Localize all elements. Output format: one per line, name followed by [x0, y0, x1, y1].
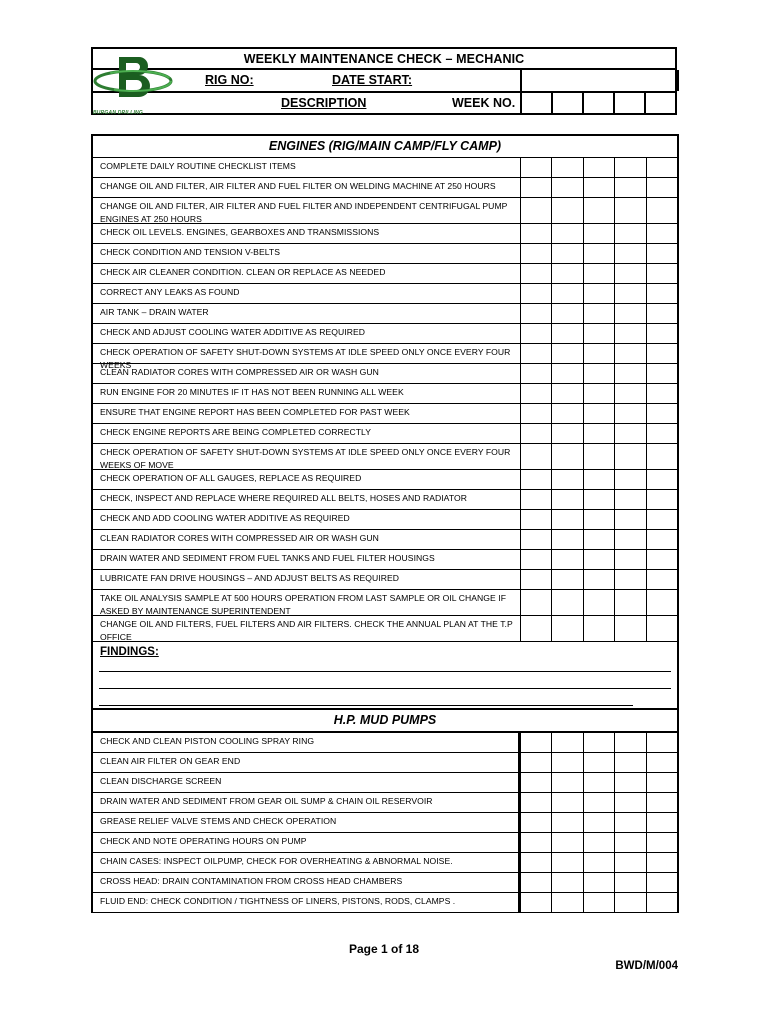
- check-cell[interactable]: [646, 570, 677, 589]
- check-cell[interactable]: [646, 324, 677, 343]
- check-cell[interactable]: [521, 873, 551, 892]
- description-label: DESCRIPTION: [281, 96, 367, 110]
- section-title-mud-pumps: H.P. MUD PUMPS: [93, 710, 677, 733]
- rig-no-label: RIG NO:: [205, 73, 254, 87]
- check-cell[interactable]: [583, 304, 614, 323]
- check-cell[interactable]: [551, 833, 582, 852]
- check-item-label: AIR TANK – DRAIN WATER: [93, 304, 521, 323]
- check-cell[interactable]: [646, 304, 677, 323]
- check-cell[interactable]: [551, 873, 582, 892]
- check-cell[interactable]: [521, 178, 551, 197]
- table-row: [93, 364, 677, 384]
- check-cell[interactable]: [646, 490, 677, 509]
- check-item-label: CHECK ENGINE REPORTS ARE BEING COMPLETED CORRECTLY: [93, 424, 521, 443]
- check-cell[interactable]: [614, 873, 645, 892]
- check-cell[interactable]: [583, 344, 614, 363]
- check-cell[interactable]: [646, 793, 677, 812]
- table-row: [93, 444, 677, 470]
- check-cell[interactable]: [646, 244, 677, 263]
- check-cell[interactable]: [551, 616, 582, 641]
- check-cell[interactable]: [646, 384, 677, 403]
- table-row: [93, 224, 677, 244]
- check-cell[interactable]: [551, 813, 582, 832]
- check-cell[interactable]: [551, 178, 582, 197]
- check-cell[interactable]: [646, 733, 677, 752]
- check-item-label: CHECK AIR CLEANER CONDITION. CLEAN OR REPLACE AS NEEDED: [93, 264, 521, 283]
- week-check-cells: [521, 470, 677, 489]
- check-cell[interactable]: [521, 224, 551, 243]
- check-cell[interactable]: [646, 444, 677, 469]
- check-cell[interactable]: [646, 893, 677, 912]
- check-cell[interactable]: [583, 404, 614, 423]
- table-row: [93, 590, 677, 616]
- check-cell[interactable]: [521, 470, 551, 489]
- rig-date-row: [91, 70, 677, 91]
- check-cell[interactable]: [583, 490, 614, 509]
- check-cell[interactable]: [614, 344, 645, 363]
- check-cell[interactable]: [646, 470, 677, 489]
- check-cell[interactable]: [583, 530, 614, 549]
- week-check-cells: [521, 178, 677, 197]
- check-item-label: GREASE RELIEF VALVE STEMS AND CHECK OPERATION: [93, 813, 521, 832]
- check-cell[interactable]: [551, 510, 582, 529]
- findings-line: [99, 705, 633, 706]
- check-cell[interactable]: [646, 773, 677, 792]
- check-cell[interactable]: [521, 893, 551, 912]
- check-item-label: CORRECT ANY LEAKS AS FOUND: [93, 284, 521, 303]
- week-check-cells: [521, 753, 677, 772]
- check-cell[interactable]: [521, 404, 551, 423]
- check-item-label: CHANGE OIL AND FILTERS, FUEL FILTERS AND AIR FILTERS. CHECK THE ANNUAL PLAN AT THE T.P OFFICE: [93, 616, 521, 641]
- check-cell[interactable]: [521, 853, 551, 872]
- check-cell[interactable]: [583, 384, 614, 403]
- check-cell[interactable]: [583, 284, 614, 303]
- findings-line: [99, 688, 671, 689]
- table-row: [93, 304, 677, 324]
- check-item-label: RUN ENGINE FOR 20 MINUTES IF IT HAS NOT BEEN RUNNING ALL WEEK: [93, 384, 521, 403]
- check-cell[interactable]: [583, 616, 614, 641]
- check-cell[interactable]: [521, 364, 551, 383]
- check-cell[interactable]: [583, 893, 614, 912]
- check-cell[interactable]: [551, 344, 582, 363]
- check-cell[interactable]: [583, 550, 614, 569]
- check-item-label: CHANGE OIL AND FILTER, AIR FILTER AND FUEL FILTER AND INDEPENDENT CENTRIFUGAL PUMP ENGINES AT 250 HOURS: [93, 198, 521, 223]
- logo-text: BURGAN DRILLING: [93, 110, 143, 116]
- check-item-label: CHECK OPERATION OF ALL GAUGES, REPLACE AS REQUIRED: [93, 470, 521, 489]
- check-cell[interactable]: [614, 793, 645, 812]
- check-cell[interactable]: [646, 833, 677, 852]
- findings-box[interactable]: [93, 642, 677, 710]
- week-box-2[interactable]: [551, 93, 582, 113]
- findings-label: FINDINGS:: [100, 646, 159, 658]
- check-cell[interactable]: [551, 470, 582, 489]
- week-box-4[interactable]: [613, 93, 644, 113]
- table-row: [93, 178, 677, 198]
- week-check-cells: [521, 616, 677, 641]
- check-cell[interactable]: [521, 284, 551, 303]
- check-cell[interactable]: [521, 424, 551, 443]
- check-cell[interactable]: [521, 550, 551, 569]
- week-check-cells: [521, 833, 677, 852]
- check-cell[interactable]: [646, 264, 677, 283]
- week-check-cells: [521, 490, 677, 509]
- week-check-cells: [521, 284, 677, 303]
- check-item-label: CHECK CONDITION AND TENSION V-BELTS: [93, 244, 521, 263]
- form-title: WEEKLY MAINTENANCE CHECK – MECHANIC: [243, 52, 525, 66]
- check-cell[interactable]: [521, 324, 551, 343]
- table-row: [93, 244, 677, 264]
- check-cell[interactable]: [551, 244, 582, 263]
- check-cell[interactable]: [614, 773, 645, 792]
- week-check-cells: [521, 873, 677, 892]
- table-row: [93, 793, 677, 813]
- table-row: [93, 510, 677, 530]
- check-cell[interactable]: [646, 530, 677, 549]
- check-cell[interactable]: [551, 490, 582, 509]
- table-row: [93, 384, 677, 404]
- check-cell[interactable]: [521, 198, 551, 223]
- check-item-label: CHECK OPERATION OF SAFETY SHUT-DOWN SYSTEMS AT IDLE SPEED ONLY ONCE EVERY FOUR WEEKS OF MOVE: [93, 444, 521, 469]
- check-cell[interactable]: [646, 424, 677, 443]
- check-cell[interactable]: [551, 590, 582, 615]
- check-cell[interactable]: [583, 733, 614, 752]
- week-check-cells: [521, 364, 677, 383]
- week-check-cells: [521, 893, 677, 912]
- check-cell[interactable]: [614, 590, 645, 615]
- check-cell[interactable]: [614, 490, 645, 509]
- check-cell[interactable]: [614, 198, 645, 223]
- check-cell[interactable]: [646, 404, 677, 423]
- check-item-label: COMPLETE DAILY ROUTINE CHECKLIST ITEMS: [93, 158, 521, 177]
- mud-pump-rows: [93, 733, 677, 913]
- table-row: [93, 344, 677, 370]
- week-check-cells: [521, 530, 677, 549]
- check-cell[interactable]: [583, 424, 614, 443]
- week-no-boxes: [520, 93, 675, 113]
- table-row: [93, 893, 677, 913]
- check-cell[interactable]: [551, 384, 582, 403]
- check-cell[interactable]: [551, 264, 582, 283]
- table-row: [93, 404, 677, 424]
- check-cell[interactable]: [614, 813, 645, 832]
- check-cell[interactable]: [614, 733, 645, 752]
- check-cell[interactable]: [646, 753, 677, 772]
- check-cell[interactable]: [583, 510, 614, 529]
- table-row: [93, 424, 677, 444]
- table-row: [93, 550, 677, 570]
- check-cell[interactable]: [551, 324, 582, 343]
- check-cell[interactable]: [551, 304, 582, 323]
- check-cell[interactable]: [614, 178, 645, 197]
- check-cell[interactable]: [521, 753, 551, 772]
- check-cell[interactable]: [551, 444, 582, 469]
- table-row: [93, 490, 677, 510]
- check-cell[interactable]: [646, 198, 677, 223]
- check-cell[interactable]: [521, 490, 551, 509]
- check-cell[interactable]: [614, 384, 645, 403]
- check-cell[interactable]: [551, 284, 582, 303]
- check-cell[interactable]: [614, 444, 645, 469]
- table-row: [93, 470, 677, 490]
- check-cell[interactable]: [521, 733, 551, 752]
- week-check-cells: [521, 590, 677, 615]
- week-check-cells: [521, 224, 677, 243]
- check-cell[interactable]: [521, 616, 551, 641]
- week-check-cells: [521, 773, 677, 792]
- table-row: [93, 873, 677, 893]
- check-cell[interactable]: [646, 224, 677, 243]
- check-cell[interactable]: [583, 158, 614, 177]
- check-cell[interactable]: [614, 853, 645, 872]
- check-cell[interactable]: [551, 570, 582, 589]
- check-cell[interactable]: [583, 773, 614, 792]
- week-check-cells: [521, 158, 677, 177]
- check-cell[interactable]: [614, 404, 645, 423]
- check-cell[interactable]: [614, 833, 645, 852]
- check-item-label: TAKE OIL ANALYSIS SAMPLE AT 500 HOURS OPERATION FROM LAST SAMPLE OR OIL CHANGE IF ASKED BY MAINTENANCE SUPERINTENDENT: [93, 590, 521, 615]
- check-item-label: CLEAN DISCHARGE SCREEN: [93, 773, 521, 792]
- check-cell[interactable]: [521, 304, 551, 323]
- check-item-label: CHECK OPERATION OF SAFETY SHUT-DOWN SYSTEMS AT IDLE SPEED ONLY ONCE EVERY FOUR WEEKS: [93, 344, 521, 363]
- check-item-label: CROSS HEAD: DRAIN CONTAMINATION FROM CROSS HEAD CHAMBERS: [93, 873, 521, 892]
- check-item-label: CHECK OIL LEVELS. ENGINES, GEARBOXES AND TRANSMISSIONS: [93, 224, 521, 243]
- check-cell[interactable]: [521, 793, 551, 812]
- check-cell[interactable]: [583, 444, 614, 469]
- check-cell[interactable]: [583, 244, 614, 263]
- check-cell[interactable]: [521, 833, 551, 852]
- document-code: BWD/M/004: [615, 960, 678, 972]
- check-cell[interactable]: [614, 224, 645, 243]
- table-row: [93, 753, 677, 773]
- table-row: [93, 530, 677, 550]
- check-cell[interactable]: [646, 550, 677, 569]
- check-cell[interactable]: [614, 530, 645, 549]
- check-item-label: CLEAN RADIATOR CORES WITH COMPRESSED AIR OR WASH GUN: [93, 364, 521, 383]
- check-item-label: CHECK, INSPECT AND REPLACE WHERE REQUIRED ALL BELTS, HOSES AND RADIATOR: [93, 490, 521, 509]
- check-cell[interactable]: [521, 384, 551, 403]
- check-cell[interactable]: [583, 813, 614, 832]
- check-cell[interactable]: [614, 893, 645, 912]
- check-cell[interactable]: [521, 570, 551, 589]
- engines-rows: [93, 158, 677, 642]
- week-check-cells: [521, 344, 677, 363]
- checklist-table: [91, 134, 679, 913]
- date-start-label: DATE START:: [332, 73, 413, 87]
- check-cell[interactable]: [614, 304, 645, 323]
- title-row: [91, 47, 677, 70]
- check-cell[interactable]: [551, 550, 582, 569]
- check-cell[interactable]: [646, 873, 677, 892]
- check-cell[interactable]: [583, 753, 614, 772]
- check-cell[interactable]: [551, 793, 582, 812]
- check-cell[interactable]: [583, 570, 614, 589]
- week-no-label: WEEK NO.: [452, 96, 516, 110]
- table-row: [93, 773, 677, 793]
- check-cell[interactable]: [614, 284, 645, 303]
- week-box-5[interactable]: [644, 93, 675, 113]
- check-item-label: CLEAN AIR FILTER ON GEAR END: [93, 753, 521, 772]
- check-cell[interactable]: [521, 244, 551, 263]
- week-check-cells: [521, 853, 677, 872]
- check-item-label: CLEAN RADIATOR CORES WITH COMPRESSED AIR OR WASH GUN: [93, 530, 521, 549]
- check-cell[interactable]: [583, 264, 614, 283]
- check-cell[interactable]: [614, 364, 645, 383]
- check-item-label: DRAIN WATER AND SEDIMENT FROM GEAR OIL SUMP & CHAIN OIL RESERVOIR: [93, 793, 521, 812]
- check-cell[interactable]: [551, 224, 582, 243]
- check-cell[interactable]: [521, 344, 551, 363]
- check-cell[interactable]: [614, 470, 645, 489]
- table-row: [93, 853, 677, 873]
- week-check-cells: [521, 550, 677, 569]
- form-header: [91, 47, 677, 117]
- check-cell[interactable]: [646, 364, 677, 383]
- check-item-label: DRAIN WATER AND SEDIMENT FROM FUEL TANKS AND FUEL FILTER HOUSINGS: [93, 550, 521, 569]
- week-check-cells: [521, 324, 677, 343]
- check-cell[interactable]: [614, 510, 645, 529]
- week-check-cells: [521, 510, 677, 529]
- table-row: [93, 264, 677, 284]
- check-cell[interactable]: [551, 893, 582, 912]
- week-box-3[interactable]: [582, 93, 613, 113]
- check-cell[interactable]: [646, 178, 677, 197]
- check-cell[interactable]: [551, 753, 582, 772]
- check-cell[interactable]: [583, 590, 614, 615]
- check-item-label: CHECK AND ADJUST COOLING WATER ADDITIVE AS REQUIRED: [93, 324, 521, 343]
- check-item-label: CHAIN CASES: INSPECT OILPUMP, CHECK FOR OVERHEATING & ABNORMAL NOISE.: [93, 853, 521, 872]
- week-check-cells: [521, 570, 677, 589]
- check-cell[interactable]: [551, 530, 582, 549]
- table-row: [93, 158, 677, 178]
- table-row: [93, 570, 677, 590]
- check-cell[interactable]: [551, 198, 582, 223]
- week-check-cells: [521, 198, 677, 223]
- check-cell[interactable]: [521, 158, 551, 177]
- week-check-cells: [521, 424, 677, 443]
- week-check-cells: [521, 404, 677, 423]
- check-cell[interactable]: [614, 753, 645, 772]
- page-number: Page 1 of 18: [348, 942, 420, 956]
- check-cell[interactable]: [583, 793, 614, 812]
- week-check-cells: [521, 384, 677, 403]
- check-cell[interactable]: [646, 853, 677, 872]
- week-check-cells: [521, 733, 677, 752]
- week-check-cells: [521, 444, 677, 469]
- check-cell[interactable]: [646, 616, 677, 641]
- check-cell[interactable]: [521, 590, 551, 615]
- company-logo: [91, 53, 175, 116]
- check-item-label: ENSURE THAT ENGINE REPORT HAS BEEN COMPLETED FOR PAST WEEK: [93, 404, 521, 423]
- check-cell[interactable]: [614, 616, 645, 641]
- check-cell[interactable]: [614, 550, 645, 569]
- check-cell[interactable]: [521, 530, 551, 549]
- week-check-cells: [521, 244, 677, 263]
- findings-line: [99, 671, 671, 672]
- table-row: [93, 284, 677, 304]
- check-cell[interactable]: [583, 178, 614, 197]
- check-cell[interactable]: [583, 833, 614, 852]
- check-cell[interactable]: [551, 424, 582, 443]
- check-cell[interactable]: [551, 404, 582, 423]
- check-cell[interactable]: [614, 264, 645, 283]
- check-cell[interactable]: [521, 444, 551, 469]
- check-item-label: CHECK AND NOTE OPERATING HOURS ON PUMP: [93, 833, 521, 852]
- week-check-cells: [521, 813, 677, 832]
- check-cell[interactable]: [614, 158, 645, 177]
- section-title-engines: ENGINES (RIG/MAIN CAMP/FLY CAMP): [93, 136, 677, 158]
- table-row: [93, 198, 677, 224]
- check-cell[interactable]: [583, 853, 614, 872]
- week-box-1[interactable]: [520, 93, 551, 113]
- check-cell[interactable]: [646, 813, 677, 832]
- check-item-label: CHECK AND ADD COOLING WATER ADDITIVE AS REQUIRED: [93, 510, 521, 529]
- table-row: [93, 833, 677, 853]
- check-cell[interactable]: [646, 510, 677, 529]
- table-row: [93, 813, 677, 833]
- check-cell[interactable]: [646, 284, 677, 303]
- check-cell[interactable]: [521, 773, 551, 792]
- check-cell[interactable]: [551, 364, 582, 383]
- description-week-row: [91, 91, 677, 115]
- check-cell[interactable]: [551, 773, 582, 792]
- table-row: [93, 616, 677, 642]
- check-item-label: LUBRICATE FAN DRIVE HOUSINGS – AND ADJUST BELTS AS REQUIRED: [93, 570, 521, 589]
- check-cell[interactable]: [614, 424, 645, 443]
- table-row: [93, 324, 677, 344]
- week-check-cells: [521, 793, 677, 812]
- check-cell[interactable]: [521, 264, 551, 283]
- check-cell[interactable]: [614, 244, 645, 263]
- check-cell[interactable]: [583, 873, 614, 892]
- check-cell[interactable]: [614, 324, 645, 343]
- check-cell[interactable]: [614, 570, 645, 589]
- check-cell[interactable]: [583, 224, 614, 243]
- check-cell[interactable]: [521, 813, 551, 832]
- check-cell[interactable]: [646, 590, 677, 615]
- check-item-label: FLUID END: CHECK CONDITION / TIGHTNESS OF LINERS, PISTONS, RODS, CLAMPS .: [93, 893, 521, 912]
- check-cell[interactable]: [551, 158, 582, 177]
- check-cell[interactable]: [583, 364, 614, 383]
- check-item-label: CHANGE OIL AND FILTER, AIR FILTER AND FUEL FILTER ON WELDING MACHINE AT 250 HOURS: [93, 178, 521, 197]
- logo-mark-icon: [91, 53, 175, 111]
- week-check-cells: [521, 264, 677, 283]
- check-cell[interactable]: [551, 733, 582, 752]
- check-cell[interactable]: [551, 853, 582, 872]
- check-cell[interactable]: [646, 344, 677, 363]
- table-row: [93, 733, 677, 753]
- check-item-label: CHECK AND CLEAN PISTON COOLING SPRAY RING: [93, 733, 521, 752]
- week-check-cells: [521, 304, 677, 323]
- check-cell[interactable]: [583, 470, 614, 489]
- date-start-field[interactable]: [520, 70, 679, 91]
- check-cell[interactable]: [583, 324, 614, 343]
- check-cell[interactable]: [583, 198, 614, 223]
- check-cell[interactable]: [521, 510, 551, 529]
- check-cell[interactable]: [646, 158, 677, 177]
